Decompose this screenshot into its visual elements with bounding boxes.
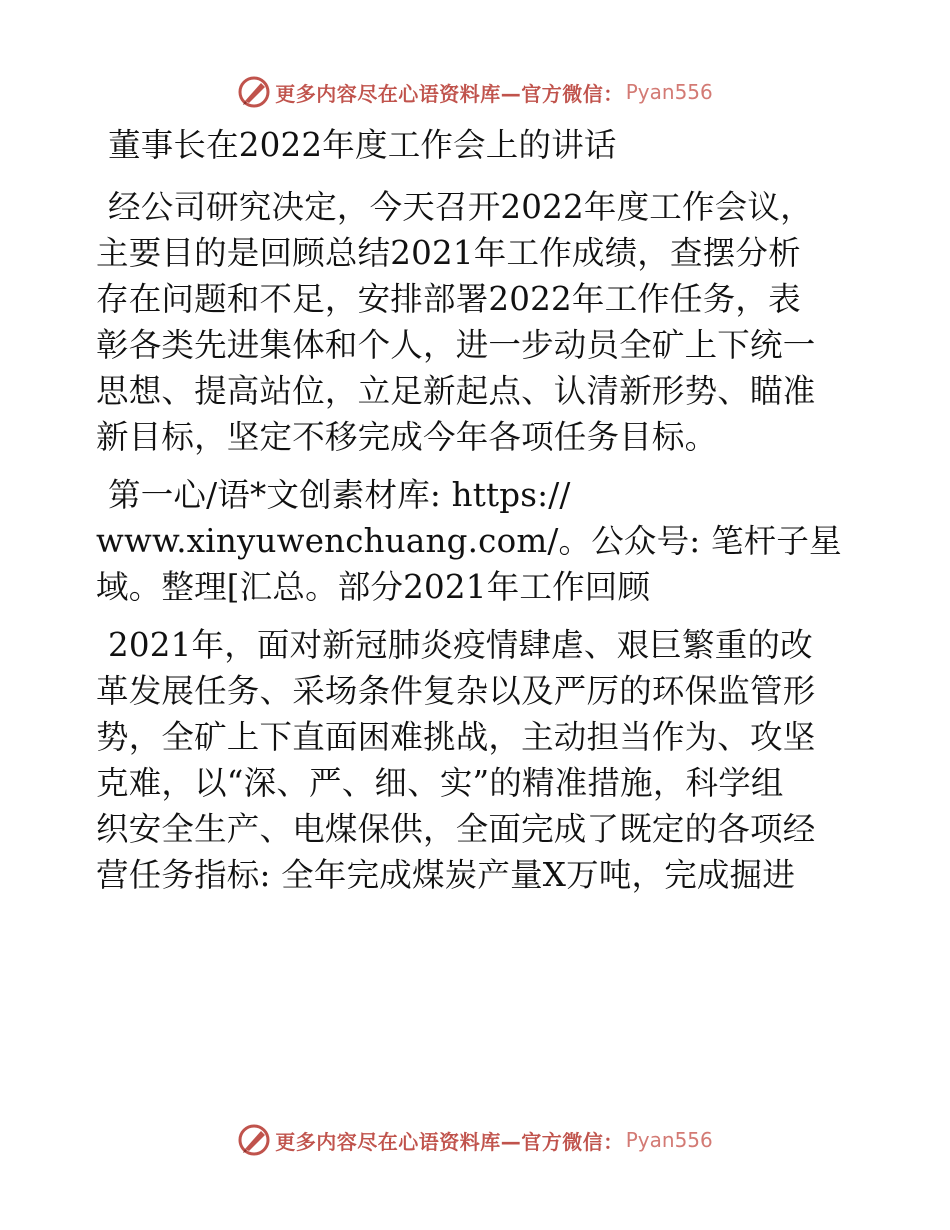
paragraph-3 (96, 622, 856, 898)
document-title: 董事长在2022年度工作会上的讲话 (108, 126, 617, 164)
paragraph-line: 新目标，坚定不移完成今年各项任务目标。 (96, 418, 718, 456)
footer-banner (0, 1120, 950, 1160)
paragraph-line: 经公司研究决定，今天召开2022年度工作会议， (108, 188, 813, 226)
paragraph-line: 思想、提高站位，立足新起点、认清新形势、瞄准 (96, 372, 816, 410)
paragraph-line: 克难，以“深、严、细、实”的精准措施，科学组 (96, 764, 784, 802)
document-body (96, 122, 856, 910)
footer-banner-wechat: Pyan556 (625, 1128, 713, 1152)
header-banner (0, 72, 950, 112)
footer-banner-text: 更多内容尽在心语资料库—官方微信： (275, 1129, 624, 1154)
paragraph-line: 织安全生产、电煤保供，全面完成了既定的各项经 (96, 810, 816, 848)
pen-logo-icon (237, 75, 271, 109)
paragraph-line: 存在问题和不足，安排部署2022年工作任务，表 (96, 280, 801, 318)
header-banner-text: 更多内容尽在心语资料库—官方微信： (275, 81, 624, 106)
pen-logo-icon (237, 1123, 271, 1157)
paragraph-line: 营任务指标: 全年完成煤炭产量X万吨，完成掘进 (96, 856, 796, 894)
paragraph-2 (96, 472, 856, 610)
header-banner-wechat: Pyan556 (625, 80, 713, 104)
paragraph-line: 2021年，面对新冠肺炎疫情肆虐、艰巨繁重的改 (108, 626, 813, 664)
paragraph-line: 域。整理[汇总。部分2021年工作回顾 (96, 568, 651, 606)
paragraph-line: www.xinyuwenchuang.com/。公众号: 笔杆子星 (96, 522, 842, 560)
paragraph-1 (96, 184, 856, 460)
paragraph-line: 主要目的是回顾总结2021年工作成绩，查摆分析 (96, 234, 801, 272)
paragraph-line: 势，全矿上下直面困难挑战，主动担当作为、攻坚 (96, 718, 816, 756)
paragraph-line: 第一心/语*文创素材库: https:// (108, 476, 571, 514)
paragraph-line: 彰各类先进集体和个人，进一步动员全矿上下统一 (96, 326, 816, 364)
paragraph-line: 革发展任务、采场条件复杂以及严厉的环保监管形 (96, 672, 816, 710)
